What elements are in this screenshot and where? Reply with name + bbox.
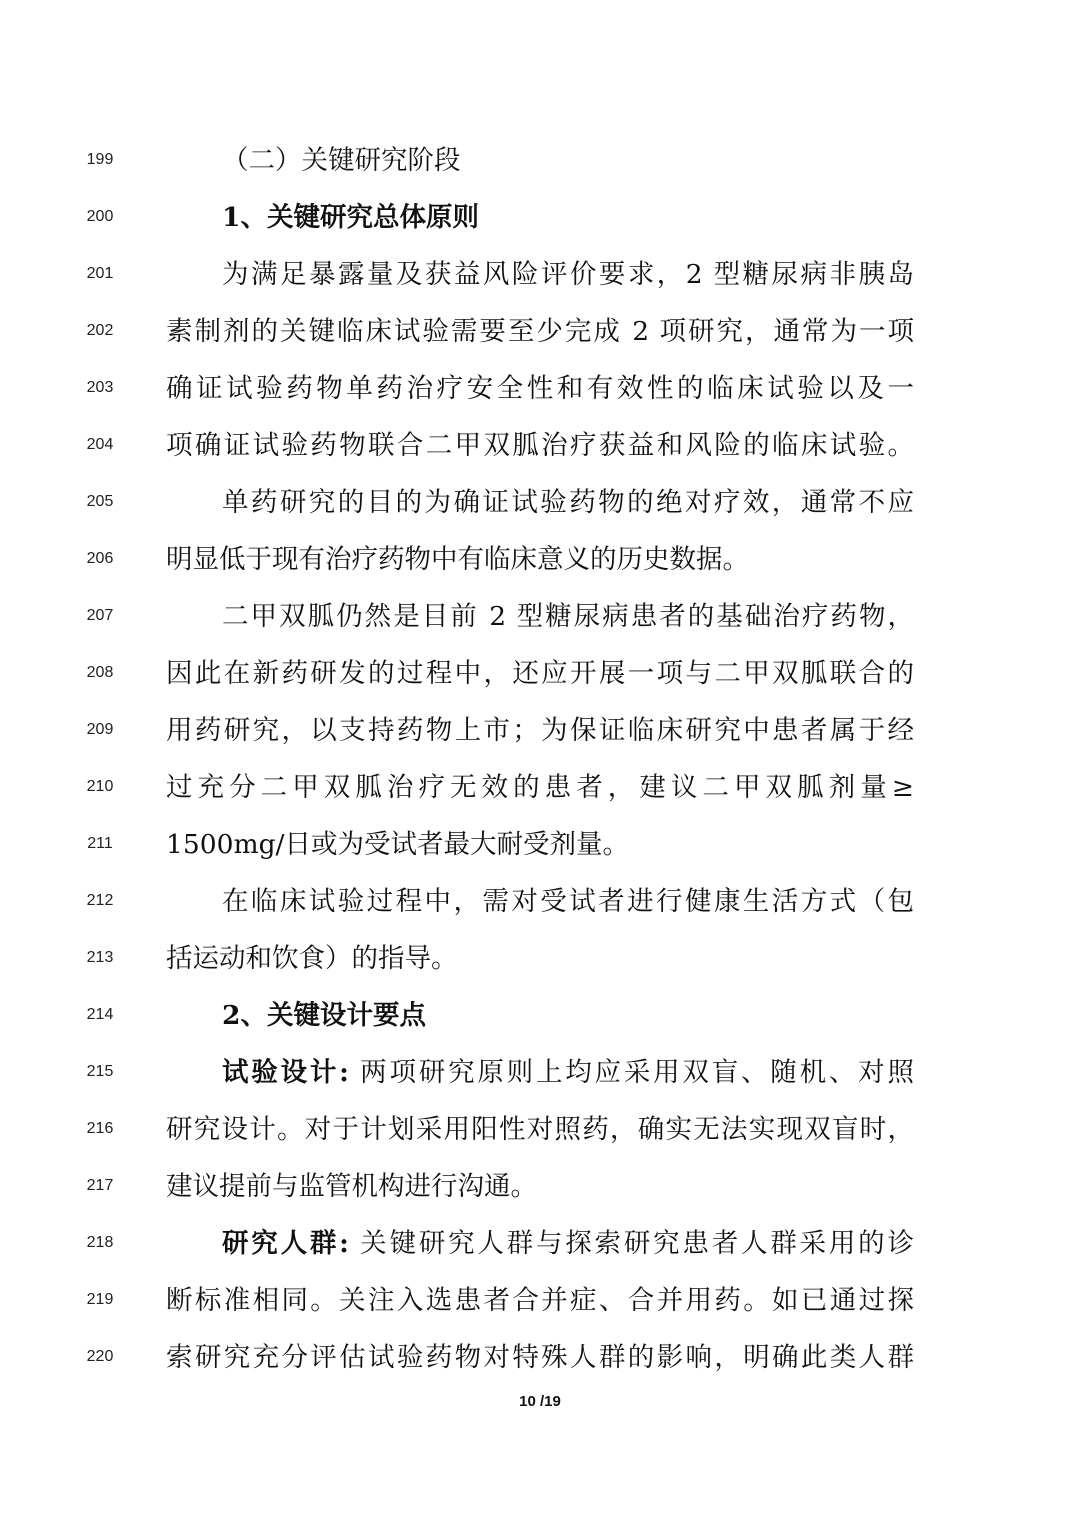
line-number: 206 bbox=[86, 550, 114, 567]
line-number: 201 bbox=[86, 265, 114, 282]
line-number: 199 bbox=[86, 151, 114, 168]
document-line bbox=[0, 930, 1080, 987]
line-number: 210 bbox=[86, 778, 114, 795]
line-number: 204 bbox=[86, 436, 114, 453]
page-number: 10 /19 bbox=[519, 1393, 561, 1410]
document-line bbox=[0, 474, 1080, 531]
document-line bbox=[0, 759, 1080, 816]
line-number: 219 bbox=[86, 1291, 114, 1308]
document-line bbox=[0, 189, 1080, 246]
line-number: 205 bbox=[86, 493, 114, 510]
line-number: 207 bbox=[86, 607, 114, 624]
document-line bbox=[0, 360, 1080, 417]
paragraph-line: 二甲双胍仍然是目前 2 型糖尿病患者的基础治疗药物， bbox=[222, 601, 914, 632]
line-number: 215 bbox=[86, 1063, 114, 1080]
paragraph-line bbox=[222, 1215, 914, 1272]
paragraph-line: 用药研究，以支持药物上市；为保证临床研究中患者属于经 bbox=[166, 715, 914, 746]
document-line bbox=[0, 132, 1080, 189]
line-number: 217 bbox=[86, 1177, 114, 1194]
paragraph-line: 在临床试验过程中，需对受试者进行健康生活方式（包 bbox=[222, 886, 914, 917]
document-line bbox=[0, 531, 1080, 588]
line-number: 218 bbox=[86, 1234, 114, 1251]
line-number: 203 bbox=[86, 379, 114, 396]
document-line bbox=[0, 1329, 1080, 1386]
paragraph-line: 确证试验药物单药治疗安全性和有效性的临床试验以及一 bbox=[166, 373, 914, 404]
document-line bbox=[0, 1215, 1080, 1272]
document-line bbox=[0, 1158, 1080, 1215]
document-line bbox=[0, 816, 1080, 873]
line-number: 220 bbox=[86, 1348, 114, 1365]
line-number: 216 bbox=[86, 1120, 114, 1137]
paragraph-line: 括运动和饮食）的指导。 bbox=[166, 943, 458, 974]
line-number: 211 bbox=[87, 835, 113, 852]
section-heading: （二）关键研究阶段 bbox=[222, 145, 461, 176]
paragraph-line: 项确证试验药物联合二甲双胍治疗获益和风险的临床试验。 bbox=[166, 430, 914, 461]
document-line bbox=[0, 417, 1080, 474]
document-line bbox=[0, 645, 1080, 702]
paragraph-line: 断标准相同。关注入选患者合并症、合并用药。如已通过探 bbox=[166, 1285, 914, 1316]
document-line bbox=[0, 1044, 1080, 1101]
paragraph-text: 两项研究原则上均应采用双盲、随机、对照 bbox=[348, 1057, 914, 1088]
line-number: 213 bbox=[86, 949, 114, 966]
line-number: 202 bbox=[86, 322, 114, 339]
paragraph-line: 研究设计。对于计划采用阳性对照药，确实无法实现双盲时， bbox=[166, 1114, 914, 1145]
paragraph-text: 关键研究人群与探索研究患者人群采用的诊 bbox=[348, 1228, 914, 1259]
document-line bbox=[0, 1272, 1080, 1329]
document-line bbox=[0, 987, 1080, 1044]
document-line bbox=[0, 873, 1080, 930]
subsection-heading: 1、关键研究总体原则 bbox=[222, 202, 479, 233]
document-line bbox=[0, 246, 1080, 303]
line-number: 214 bbox=[86, 1006, 114, 1023]
paragraph-line: 单药研究的目的为确证试验药物的绝对疗效，通常不应 bbox=[222, 487, 914, 518]
paragraph-line: 因此在新药研发的过程中，还应开展一项与二甲双胍联合的 bbox=[166, 658, 914, 689]
paragraph-lead: 试验设计: bbox=[222, 1057, 349, 1088]
paragraph-line: 过充分二甲双胍治疗无效的患者，建议二甲双胍剂量≥ bbox=[166, 772, 914, 803]
paragraph-line: 明显低于现有治疗药物中有临床意义的历史数据。 bbox=[166, 544, 749, 575]
paragraph-line: 1500mg/日或为受试者最大耐受剂量。 bbox=[166, 829, 629, 860]
document-line bbox=[0, 1101, 1080, 1158]
paragraph-line bbox=[222, 1044, 914, 1101]
subsection-heading: 2、关键设计要点 bbox=[222, 1000, 426, 1031]
document-line bbox=[0, 588, 1080, 645]
document-line bbox=[0, 702, 1080, 759]
paragraph-lead: 研究人群: bbox=[222, 1228, 349, 1259]
line-number: 209 bbox=[86, 721, 114, 738]
paragraph-line: 为满足暴露量及获益风险评价要求，2 型糖尿病非胰岛 bbox=[222, 259, 914, 290]
paragraph-line: 素制剂的关键临床试验需要至少完成 2 项研究，通常为一项 bbox=[166, 316, 914, 347]
document-line bbox=[0, 303, 1080, 360]
line-number: 212 bbox=[86, 892, 114, 909]
line-number: 200 bbox=[86, 208, 114, 225]
line-number: 208 bbox=[86, 664, 114, 681]
paragraph-line: 建议提前与监管机构进行沟通。 bbox=[166, 1171, 537, 1202]
paragraph-line: 索研究充分评估试验药物对特殊人群的影响，明确此类人群 bbox=[166, 1342, 914, 1373]
